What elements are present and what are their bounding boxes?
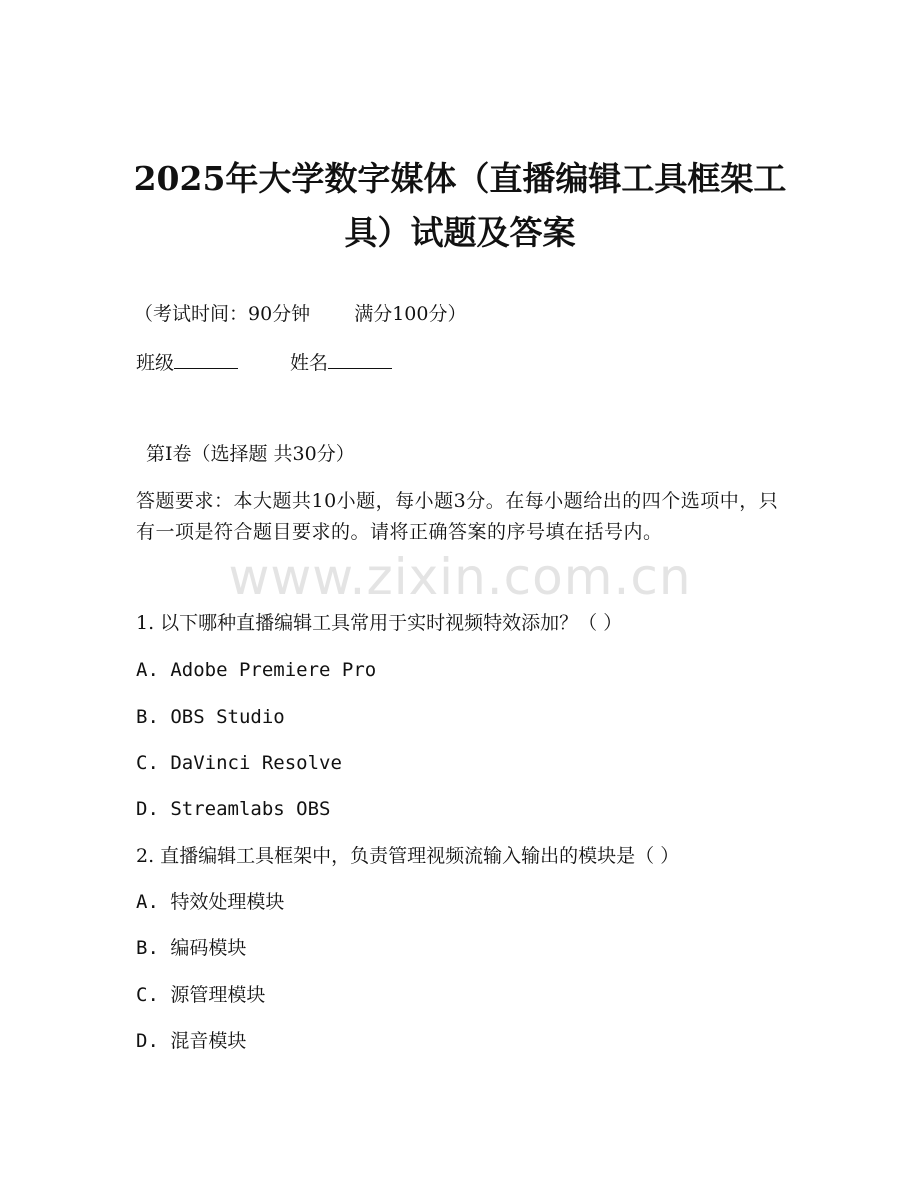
document-title bbox=[120, 152, 800, 260]
title-line-1: 2025年大学数字媒体（直播编辑工具框架工 bbox=[133, 159, 787, 198]
title-line-2: 具）试题及答案 bbox=[344, 213, 576, 252]
exam-time: （考试时间：90分钟 bbox=[134, 303, 311, 325]
class-blank bbox=[174, 350, 238, 369]
question-1-option-d: D. Streamlabs OBS bbox=[136, 798, 331, 820]
exam-meta bbox=[134, 302, 466, 326]
question-1-option-a: A. Adobe Premiere Pro bbox=[136, 659, 377, 681]
question-2-option-d: D. 混音模块 bbox=[136, 1030, 247, 1052]
full-score: 满分100分） bbox=[354, 303, 467, 325]
question-1-option-c: C. DaVinci Resolve bbox=[136, 752, 342, 774]
question-1-option-b: B. OBS Studio bbox=[136, 706, 285, 728]
name-label: 姓名 bbox=[290, 352, 329, 374]
question-2-option-a: A. 特效处理模块 bbox=[136, 891, 285, 913]
section-title: 第I卷（选择题 共30分） bbox=[146, 443, 355, 465]
question-2-option-b: B. 编码模块 bbox=[136, 937, 247, 959]
question-1-stem: 1. 以下哪种直播编辑工具常用于实时视频特效添加？（ ） bbox=[136, 612, 623, 634]
class-label: 班级 bbox=[136, 352, 175, 374]
question-2-option-c: C. 源管理模块 bbox=[136, 984, 266, 1006]
instructions: 答题要求：本大题共10小题，每小题3分。在每小题给出的四个选项中，只有一项是符合题目要求的。请将正确答案的序号填在括号内。 bbox=[136, 490, 779, 543]
name-blank bbox=[328, 350, 392, 369]
student-info bbox=[136, 350, 392, 375]
watermark: www.zixin.com.cn bbox=[228, 548, 692, 606]
question-2-stem: 2. 直播编辑工具框架中，负责管理视频流输入输出的模块是（ ） bbox=[136, 845, 680, 867]
